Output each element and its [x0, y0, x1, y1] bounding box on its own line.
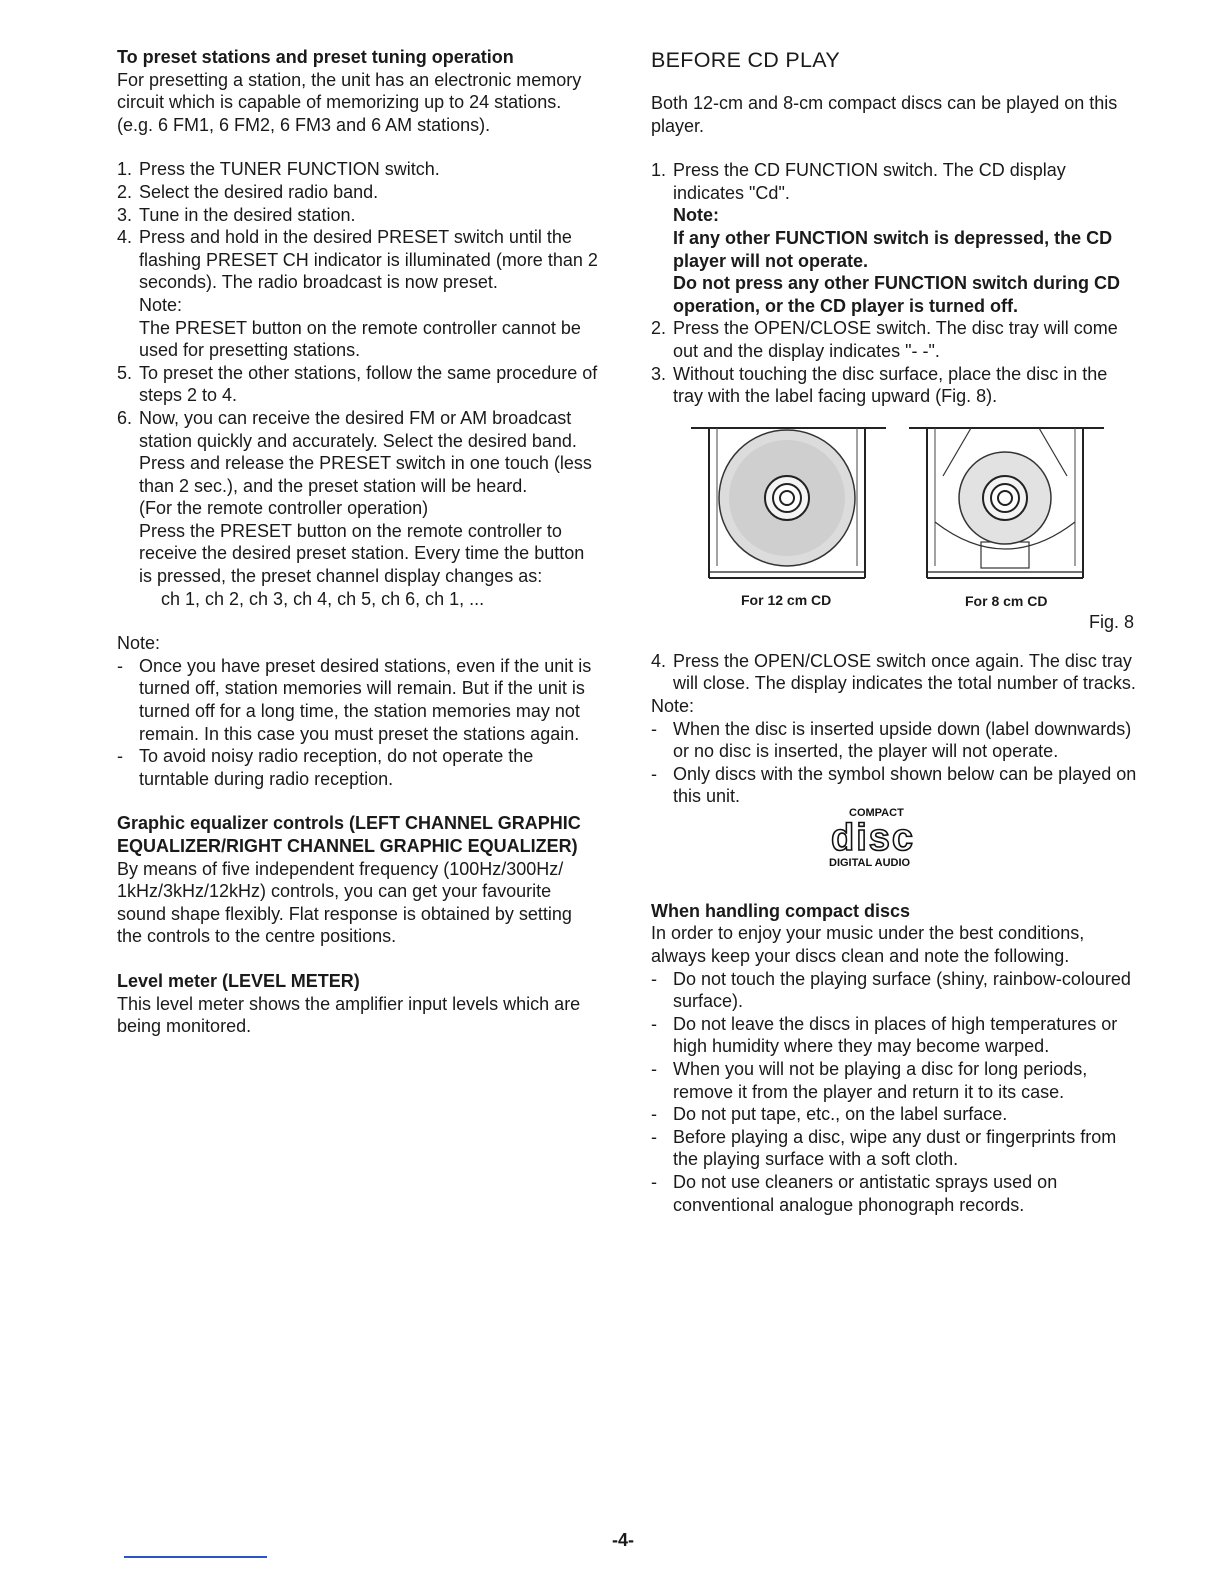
- preset-steps: [117, 158, 601, 610]
- cd-step-3: 3. Without touching the disc surface, place the disc in the tray with the label facing upward (Fig. 8).: [651, 363, 1108, 407]
- level-meter-title: Level meter (LEVEL METER): [117, 970, 360, 991]
- logo-compact-text: COMPACT: [849, 806, 904, 819]
- step4-note-label: Note:: [139, 294, 183, 315]
- logo-disc-text: disc: [831, 816, 916, 859]
- preset-step-3: 3. Tune in the desired station.: [117, 204, 356, 225]
- cd-steps-continued: [651, 650, 1137, 695]
- step6-remote-text: Press the PRESET button on the remote controller to receive the desired preset station. Every time the button is pressed, the preset channel display changes as:: [139, 520, 585, 587]
- cd-steps: [651, 159, 1137, 408]
- cd-step-4: 4. Press the OPEN/CLOSE switch once again. The disc tray will close. The display indicates the total number of tracks.: [651, 650, 1136, 694]
- preset-intro: For presetting a station, the unit has an electronic memory circuit which is capable of memorizing up to 24 stations. (e.g. 6 FM1, 6 FM2, 6 FM3 and 6 AM stations).: [117, 69, 582, 135]
- left-column: [117, 46, 601, 1038]
- step1-note-1: If any other FUNCTION switch is depressed, the CD player will not operate.: [673, 227, 1113, 271]
- handling-item: - Do not touch the playing surface (shiny, rainbow-coloured surface).: [651, 968, 1137, 1013]
- handling-item: - Do not use cleaners or antistatic sprays used on conventional analogue phonograph records.: [651, 1171, 1137, 1216]
- cd-play-intro: Both 12-cm and 8-cm compact discs can be played on this player.: [651, 93, 1118, 136]
- handling-item: - Do not put tape, etc., on the label surface.: [651, 1103, 1137, 1126]
- cd-8cm-tray-illustration: [909, 426, 1109, 586]
- preset-step-4: 4. Press and hold in the desired PRESET switch until the flashing PRESET CH indicator is illuminated (more than 2 seconds). The radio broadcast is now preset. Note: The PRESET button on the remote controller cannot be used for presetting stations.: [117, 226, 601, 362]
- left-note-list: [117, 655, 601, 791]
- page-number: -4-: [612, 1530, 634, 1550]
- cd-step-2: 2. Press the OPEN/CLOSE switch. The disc tray will come out and the display indicates "- -".: [651, 318, 1118, 361]
- right-note-list: [651, 718, 1137, 808]
- handling-title: When handling compact discs: [651, 900, 911, 921]
- right-note-label: Note:: [651, 695, 695, 716]
- channel-sequence: ch 1, ch 2, ch 3, ch 4, ch 5, ch 6, ch 1, ...: [161, 588, 485, 609]
- preset-step-1: 1. Press the TUNER FUNCTION switch.: [117, 159, 440, 180]
- fig-8-label: Fig. 8: [1089, 611, 1135, 632]
- left-note-label: Note:: [117, 633, 161, 654]
- equalizer-text: By means of five independent frequency (100Hz/300Hz/ 1kHz/3kHz/12kHz) controls, you can get your favourite sound shape flexibly. Flat response is obtained by setting the controls to the centre positions.: [117, 858, 572, 947]
- compact-disc-logo-icon: [827, 804, 937, 870]
- caption-8cm: For 8 cm CD: [965, 592, 1048, 609]
- step1-note-2: Do not press any other FUNCTION switch during CD operation, or the CD player is turned off.: [673, 273, 1121, 316]
- left-note-item: - Once you have preset desired stations, even if the unit is turned off, station memories will remain. But if the unit is turned off for a long time, the station memories may not remain. In this case you must preset the stations again.: [117, 655, 601, 745]
- figure-8: [651, 426, 1137, 636]
- compact-disc-logo: [651, 808, 1137, 876]
- equalizer-title: Graphic equalizer controls (LEFT CHANNEL GRAPHIC EQUALIZER/RIGHT CHANNEL GRAPHIC EQUALIZER): [117, 813, 581, 856]
- cd-12cm-tray-illustration: [691, 426, 891, 586]
- right-column: [651, 46, 1137, 1216]
- preset-title: To preset stations and preset tuning operation: [117, 47, 514, 67]
- footer-rule: [124, 1556, 267, 1558]
- right-note-item: - Only discs with the symbol shown below can be played on this unit.: [651, 763, 1137, 808]
- logo-digital-audio-text: DIGITAL AUDIO: [829, 856, 911, 869]
- handling-item: - Do not leave the discs in places of high temperatures or high humidity where they may become warped.: [651, 1013, 1137, 1058]
- caption-12cm: For 12 cm CD: [741, 591, 832, 608]
- level-meter-text: This level meter shows the amplifier input levels which are being monitored.: [117, 993, 581, 1037]
- cd-play-title: BEFORE CD PLAY: [651, 48, 840, 72]
- handling-item: - When you will not be playing a disc for long periods, remove it from the player and return it to its case.: [651, 1058, 1137, 1103]
- preset-step-2: 2. Select the desired radio band.: [117, 181, 379, 202]
- cd-step-1: 1. Press the CD FUNCTION switch. The CD display indicates "Cd". Note: If any other FUNCTION switch is depressed, the CD player will not operate. Do not press any other FUNCTION switch during CD operation, or the CD player is turned off.: [651, 159, 1137, 317]
- preset-step-5: 5. To preset the other stations, follow the same procedure of steps 2 to 4.: [117, 362, 598, 406]
- step4-note-text: The PRESET button on the remote controller cannot be used for presetting stations.: [139, 317, 581, 361]
- left-note-item: - To avoid noisy radio reception, do not operate the turntable during radio reception.: [117, 745, 601, 790]
- step1-note-label: Note:: [673, 205, 719, 226]
- preset-step-6: 6. Now, you can receive the desired FM or AM broadcast station quickly and accurately. Select the desired band. Press and release the PRESET switch in one touch (less than 2 sec.), and the preset station will be heard. (For the remote controller operation) Press the PRESET button on the remote controller to receive the desired preset station. Every time the button is pressed, the preset channel display changes as: ch 1, ch 2, ch 3, ch 4, ch 5, ch 6, ch 1, ...: [117, 407, 601, 610]
- handling-list: [651, 968, 1137, 1217]
- handling-item: - Before playing a disc, wipe any dust or fingerprints from the playing surface with a soft cloth.: [651, 1126, 1137, 1171]
- step6-remote-label: (For the remote controller operation): [139, 498, 429, 519]
- handling-intro: In order to enjoy your music under the best conditions, always keep your discs clean and note the following.: [651, 923, 1085, 967]
- right-note-item: - When the disc is inserted upside down (label downwards) or no disc is inserted, the player will not operate.: [651, 718, 1137, 763]
